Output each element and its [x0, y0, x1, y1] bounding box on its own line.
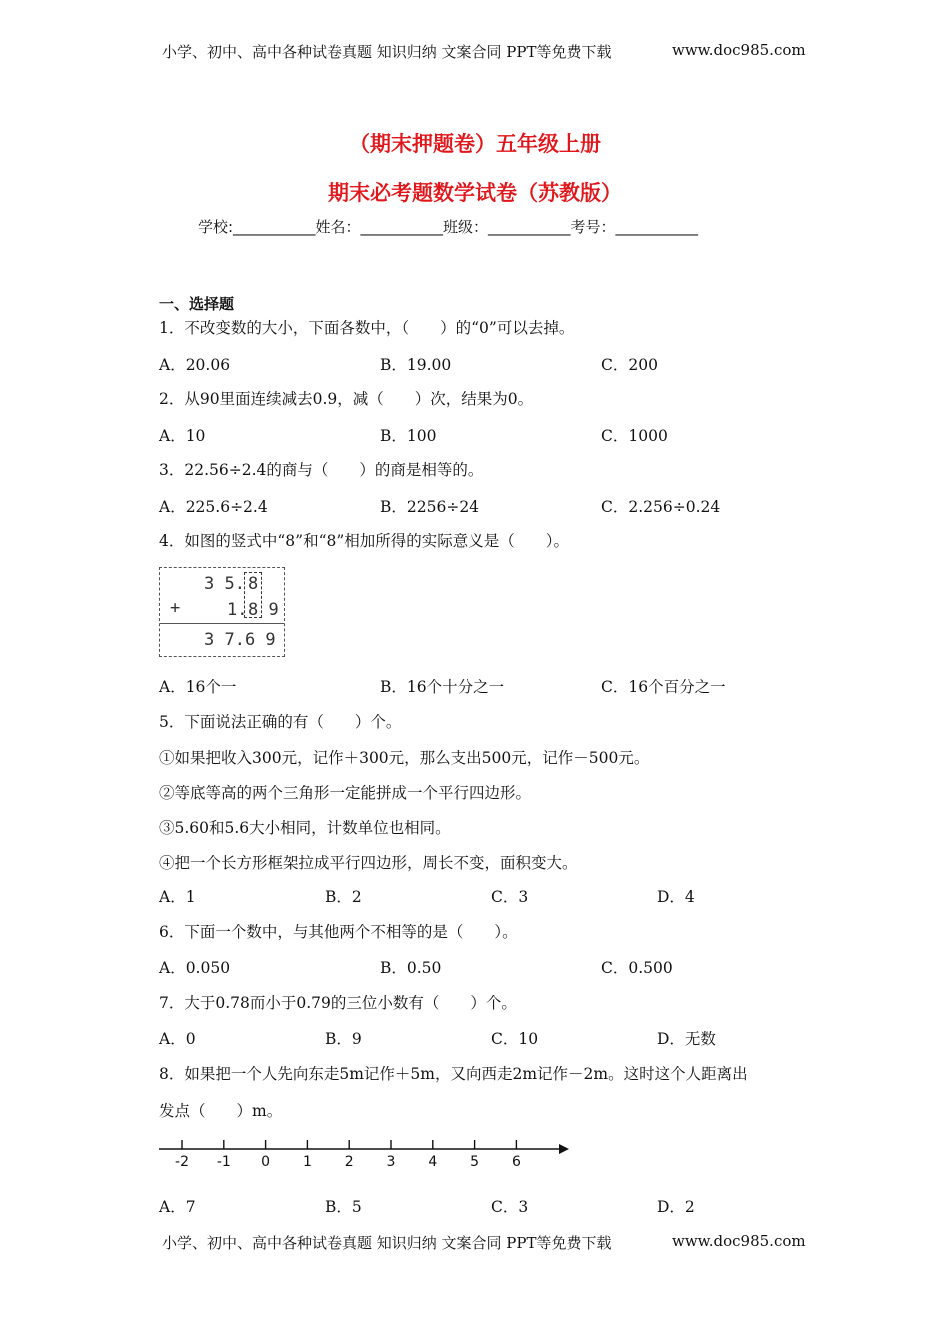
q7-option-d: D．无数: [657, 1030, 716, 1048]
tick-label: -1: [216, 1154, 231, 1170]
q5-statement-1: ①如果把收入300元，记作＋300元，那么支出500元，记作－500元。: [159, 749, 650, 767]
q6-option-c: C．0.500: [601, 959, 673, 977]
question-8: 8．如果把一个人先向东走5m记作＋5m，又向西走2m记作－2m。这时这个人距离出: [159, 1065, 748, 1083]
q4-option-a: A．16个一: [159, 678, 237, 696]
arrow-head-icon: [559, 1144, 569, 1154]
q2-option-b: B．100: [380, 427, 437, 445]
tick-label: 5: [470, 1154, 480, 1170]
q7-option-b: B．9: [325, 1030, 362, 1048]
question-5: 5．下面说法正确的有（ ）个。: [159, 713, 402, 731]
page-title-line1: （期末押题卷）五年级上册: [349, 132, 601, 156]
q5-statement-3: ③5.60和5.6大小相同，计数单位也相同。: [159, 819, 451, 837]
question-8-cont: 发点（ ）m。: [159, 1102, 283, 1120]
question-3: 3．22.56÷2.4的商与（ ）的商是相等的。: [159, 461, 484, 479]
q7-option-c: C．10: [491, 1030, 539, 1048]
q5-statement-2: ②等底等高的两个三角形一定能拼成一个平行四边形。: [159, 784, 532, 802]
highlight-box: [244, 572, 262, 618]
q6-option-a: A．0.050: [159, 959, 231, 977]
question-6: 6．下面一个数中，与其他两个不相等的是（ ）。: [159, 923, 518, 941]
q5-option-b: B．2: [325, 888, 362, 906]
tick-label: 3: [386, 1154, 396, 1170]
header-text: 小学、初中、高中各种试卷真题 知识归纳 文案合同 PPT等免费下载: [162, 43, 612, 61]
tick-label: 2: [344, 1154, 354, 1170]
tick-label: 6: [511, 1154, 521, 1170]
q3-option-b: B．2256÷24: [380, 498, 480, 516]
question-1: 1．不改变数的大小，下面各数中，（ ）的“0”可以去掉。: [159, 319, 575, 337]
q7-option-a: A．0: [159, 1030, 196, 1048]
calc-plus: +: [170, 598, 181, 618]
footer-text: 小学、初中、高中各种试卷真题 知识归纳 文案合同 PPT等免费下载: [162, 1234, 612, 1252]
q8-option-d: D．2: [657, 1198, 695, 1216]
calc-sum-line: [160, 623, 284, 624]
number-line: [155, 1128, 575, 1174]
calc-row1: 3 5.: [204, 574, 245, 594]
calc-result: 3 7.6 9: [204, 630, 276, 650]
calc-row2-digits: 8 9: [248, 600, 279, 620]
header-url: www.doc985.com: [672, 41, 806, 59]
q5-option-c: C．3: [491, 888, 529, 906]
q1-option-a: A．20.06: [159, 356, 231, 374]
vertical-calculation-figure: [159, 567, 285, 657]
q6-option-b: B．0.50: [380, 959, 442, 977]
q5-statement-4: ④把一个长方形框架拉成平行四边形，周长不变，面积变大。: [159, 854, 578, 872]
question-4: 4．如图的竖式中“8”和“8”相加所得的实际意义是（ ）。: [159, 532, 570, 550]
footer-url: www.doc985.com: [672, 1232, 806, 1250]
question-2: 2．从90里面连续减去0.9，减（ ）次，结果为0。: [159, 390, 534, 408]
q5-option-a: A．1: [159, 888, 196, 906]
tick-label: 0: [261, 1154, 271, 1170]
q3-option-a: A．225.6÷2.4: [159, 498, 268, 516]
tick-label: 1: [302, 1154, 312, 1170]
question-7: 7．大于0.78而小于0.79的三位小数有（ ）个。: [159, 994, 517, 1012]
q2-option-c: C．1000: [601, 427, 668, 445]
calc-row1-digit: 8: [248, 574, 259, 594]
q8-option-c: C．3: [491, 1198, 529, 1216]
tick-label: 4: [428, 1154, 438, 1170]
q8-option-a: A．7: [159, 1198, 196, 1216]
q2-option-a: A．10: [159, 427, 206, 445]
q1-option-c: C．200: [601, 356, 658, 374]
student-info: 学校:___________姓名：___________班级：___________考号：___________: [198, 218, 699, 236]
q8-option-b: B．5: [325, 1198, 362, 1216]
calc-row2: 1.: [227, 600, 248, 620]
q4-option-b: B．16个十分之一: [380, 678, 505, 696]
q3-option-c: C．2.256÷0.24: [601, 498, 721, 516]
tick-label: -2: [175, 1154, 189, 1170]
q4-option-c: C．16个百分之一: [601, 678, 726, 696]
section-heading: 一、选择题: [159, 295, 235, 313]
q5-option-d: D．4: [657, 888, 695, 906]
page-title-line2: 期末必考题数学试卷（苏教版）: [328, 181, 622, 205]
q1-option-b: B．19.00: [380, 356, 452, 374]
